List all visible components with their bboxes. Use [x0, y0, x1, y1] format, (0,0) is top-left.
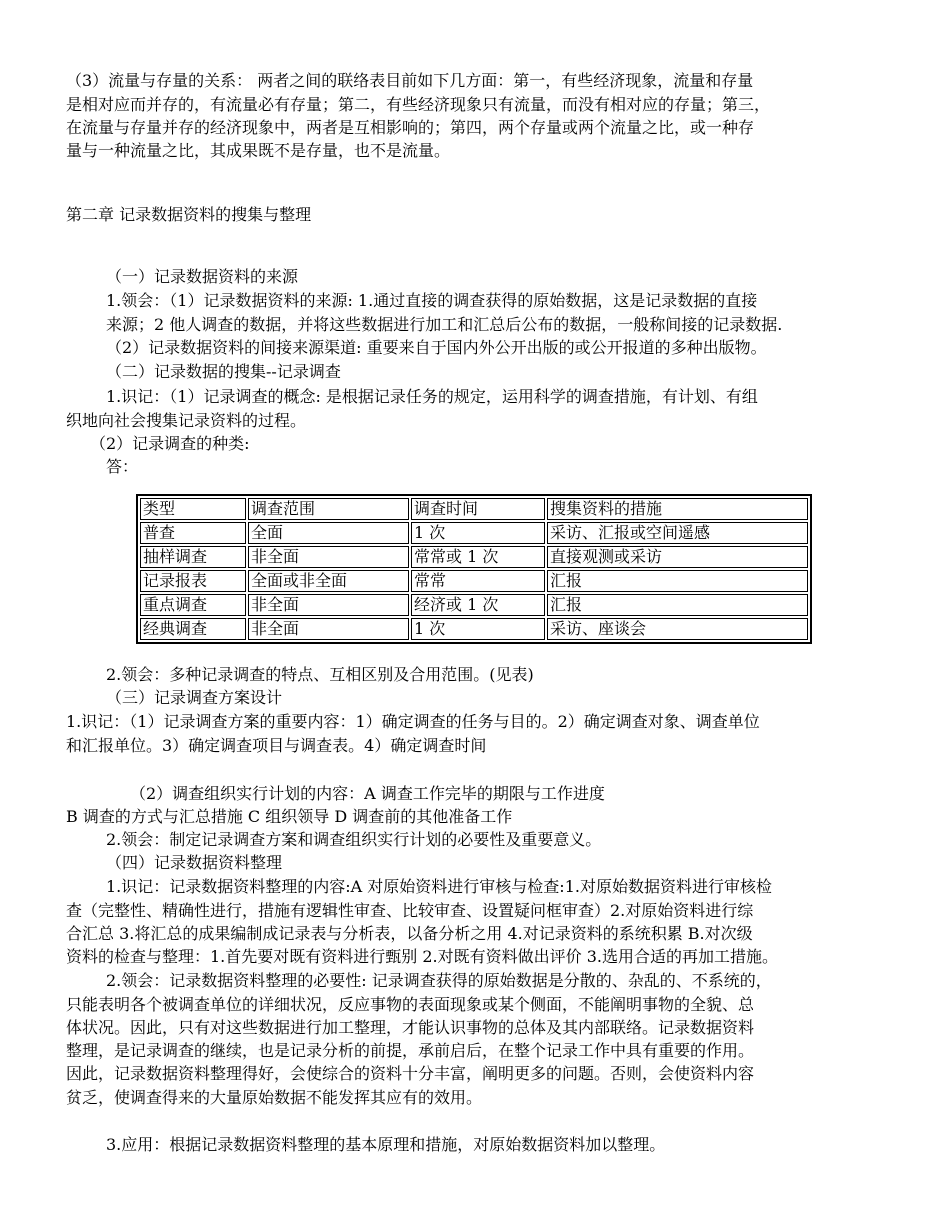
table-cell: 非全面	[248, 618, 409, 640]
paragraph-line: 因此，记录数据资料整理得好，会使综合的资料十分丰富，阐明更多的问题。否则，会使资料内容	[66, 1064, 755, 1083]
paragraph-line: 3.应用：根据记录数据资料整理的基本原理和措施，对原始数据资料加以整理。	[106, 1135, 666, 1154]
chapter-title: 第二章 记录数据资料的搜集与整理	[66, 205, 312, 224]
table-cell: 汇报	[547, 570, 808, 592]
paragraph-line: 资料的检查与整理：1.首先要对既有资料进行甄别 2.对既有资料做出评价 3.选用合适的再加工措施。	[66, 947, 778, 966]
paragraph-line: 只能表明各个被调查单位的详细状况，反应事物的表面现象或某个侧面，不能阐明事物的全貌、总	[66, 995, 755, 1014]
section-heading: （四）记录数据资料整理	[106, 853, 283, 872]
intro-line: 量与一种流量之比，其成果既不是存量，也不是流量。	[66, 141, 451, 160]
paragraph-line: 1.领会：（1）记录数据资料的来源: 1.通过直接的调查获得的原始数据，这是记录数据的直接	[106, 291, 758, 310]
table-row	[140, 618, 808, 640]
table-cell: 常常或 1 次	[411, 546, 545, 568]
table-cell: 普查	[140, 522, 246, 544]
table-cell: 经典调查	[140, 618, 246, 640]
table-cell: 抽样调查	[140, 546, 246, 568]
paragraph-line: （2）调查组织实行计划的内容：A 调查工作完毕的期限与工作进度	[130, 784, 605, 803]
paragraph-line: 1.识记：（1）记录调查方案的重要内容：1）确定调查的任务与目的。2）确定调查对象、调查单位	[66, 712, 760, 731]
table-cell: 非全面	[248, 546, 409, 568]
table-cell: 记录报表	[140, 570, 246, 592]
section-heading: （一）记录数据资料的来源	[106, 267, 299, 286]
table-cell: 采访、座谈会	[547, 618, 808, 640]
paragraph-line: 1.识记：（1）记录调查的概念: 是根据记录任务的规定，运用科学的调查措施，有计划、有组	[106, 387, 758, 406]
paragraph-line: 贫乏，使调查得来的大量原始数据不能发挥其应有的效用。	[66, 1088, 483, 1107]
table-row	[140, 522, 808, 544]
table-header-cell: 类型	[140, 498, 246, 520]
table-header-row	[140, 498, 808, 520]
paragraph-line: （2）记录调查的种类:	[90, 434, 250, 453]
paragraph-line: 整理，是记录调查的继续，也是记录分析的前提，承前启后，在整个记录工作中具有重要的作用。	[66, 1041, 755, 1060]
section-heading: （二）记录数据的搜集--记录调查	[106, 362, 341, 381]
paragraph-line: 查（完整性、精确性进行，措施有逻辑性审查、比较审查、设置疑问框审查）2.对原始资料进行综	[66, 901, 754, 920]
table-cell: 非全面	[248, 594, 409, 616]
answer-label: 答：	[106, 457, 139, 476]
table-cell: 直接观测或采访	[547, 546, 808, 568]
intro-line: 在流量与存量并存的经济现象中，两者是互相影响的；第四，两个存量或两个流量之比，或一种存	[66, 118, 755, 137]
paragraph-line: 来源；2 他人调查的数据，并将这些数据进行加工和汇总后公布的数据，一般称间接的记录数据.	[106, 315, 783, 334]
paragraph-line: B 调查的方式与汇总措施 C 组织领导 D 调查前的其他准备工作	[66, 807, 513, 826]
table-cell: 全面或非全面	[248, 570, 409, 592]
section-heading: （三）记录调查方案设计	[106, 688, 283, 707]
paragraph-line: 1.识记：记录数据资料整理的内容:A 对原始资料进行审核与检查:1.对原始数据资料进行审核检	[106, 877, 772, 896]
paragraph-line: 体状况。因此，只有对这些数据进行加工整理，才能认识事物的总体及其内部联络。记录数据资料	[66, 1018, 755, 1037]
paragraph-line: 织地向社会搜集记录资料的过程。	[66, 411, 307, 430]
table-row	[140, 594, 808, 616]
survey-types-table	[136, 494, 812, 644]
paragraph-line: 和汇报单位。3）确定调查项目与调查表。4）确定调查时间	[66, 736, 487, 755]
table-cell: 采访、汇报或空间遥感	[547, 522, 808, 544]
paragraph-line: 2.领会：制定记录调查方案和调查组织实行计划的必要性及重要意义。	[106, 830, 602, 849]
intro-line: 是相对应而并存的，有流量必有存量；第二，有些经济现象只有流量，而没有相对应的存量；第三，	[66, 95, 771, 114]
table-row	[140, 570, 808, 592]
table-cell: 重点调查	[140, 594, 246, 616]
table-cell: 1 次	[411, 522, 545, 544]
paragraph-line: （2）记录数据资料的间接来源渠道: 重要来自于国内外公开出版的或公开报道的多种出版物。	[106, 338, 767, 357]
paragraph-line: 2.领会：记录数据资料整理的必要性: 记录调查获得的原始数据是分散的、杂乱的、不系统的，	[106, 971, 772, 990]
table-row	[140, 546, 808, 568]
table-cell: 经济或 1 次	[411, 594, 545, 616]
table-cell: 常常	[411, 570, 545, 592]
paragraph-line: 合汇总 3.将汇总的成果编制成记录表与分析表，以备分析之用 4.对记录资料的系统积累 B.对次级	[66, 924, 753, 943]
paragraph-line: 2.领会：多种记录调查的特点、互相区别及合用范围。(见表)	[106, 665, 534, 684]
table-cell: 汇报	[547, 594, 808, 616]
table-header-cell: 搜集资料的措施	[547, 498, 808, 520]
table-header-cell: 调查时间	[411, 498, 545, 520]
table-cell: 全面	[248, 522, 409, 544]
table-header-cell: 调查范围	[248, 498, 409, 520]
intro-line: （3）流量与存量的关系： 两者之间的联络表目前如下几方面：第一，有些经济现象，流量和存量	[66, 71, 754, 90]
table-cell: 1 次	[411, 618, 545, 640]
